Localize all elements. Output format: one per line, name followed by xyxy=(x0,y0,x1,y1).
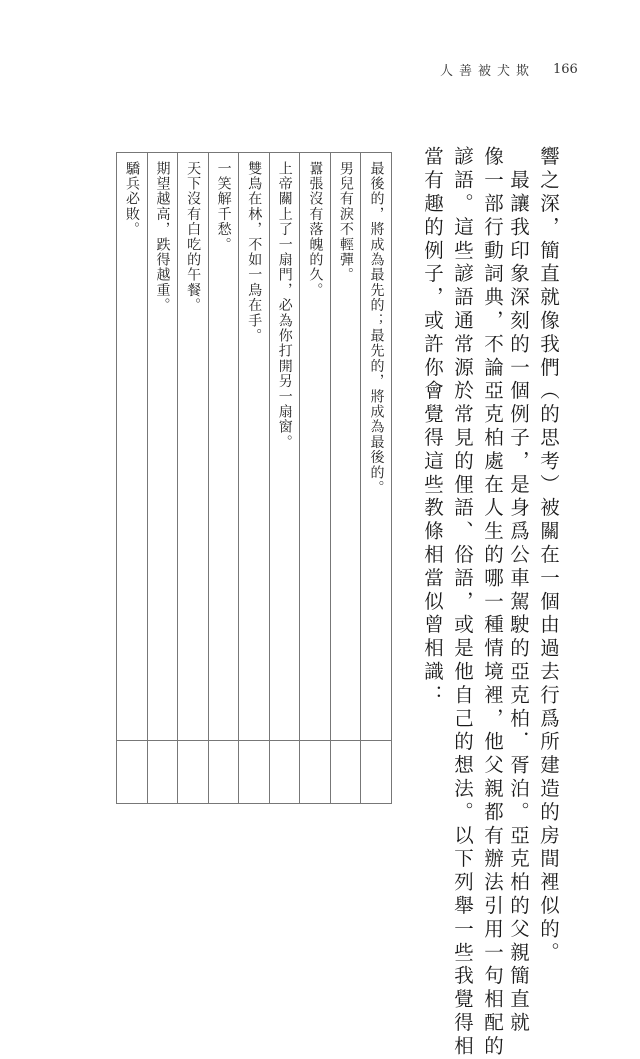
divider xyxy=(148,740,178,741)
proverb-text: 男兒有淚不輕彈。 xyxy=(337,161,354,283)
page-number: 166 xyxy=(553,62,578,77)
table-row xyxy=(238,153,269,803)
page-header xyxy=(440,60,578,79)
body-column-4: 諺語。這些諺語通常源於常見的俚語、俗語，或是他自己的想法。以下列舉一些我覺得相 xyxy=(451,146,474,1059)
body-column-5: 當有趣的例子，或許你會覺得這些教條相當似曾相識： xyxy=(421,146,444,708)
proverb-text: 最後的，將成為最先的；最先的，將成為最後的。 xyxy=(368,161,385,496)
proverb-text: 一笑解千愁。 xyxy=(215,161,232,253)
divider xyxy=(117,740,147,741)
proverb-text: 天下沒有白吃的午餐。 xyxy=(185,161,202,313)
table-row xyxy=(147,153,178,803)
proverb-text: 驕兵必敗。 xyxy=(123,161,140,237)
table-row xyxy=(299,153,330,803)
table-row xyxy=(269,153,300,803)
table-row xyxy=(330,153,361,803)
divider xyxy=(178,740,208,741)
divider xyxy=(300,740,330,741)
divider xyxy=(331,740,361,741)
divider xyxy=(209,740,239,741)
divider xyxy=(270,740,300,741)
proverb-text: 上帝關上了一扇門，必為你打開另一扇窗。 xyxy=(276,161,293,450)
proverb-text: 雙鳥在林，不如一鳥在手。 xyxy=(246,161,263,344)
table-row xyxy=(177,153,208,803)
proverb-table xyxy=(116,152,392,804)
body-column-3: 像一部行動詞典，不論亞克柏處在人生的哪一種情境裡，他父親都有辦法引用一句相配的 xyxy=(481,146,504,1059)
table-row xyxy=(360,153,391,803)
divider xyxy=(361,740,391,741)
proverb-text: 囂張沒有落魄的久。 xyxy=(307,161,324,298)
table-row xyxy=(117,153,147,803)
body-column-2: 最讓我印象深刻的一個例子，是身爲公車駕駛的亞克柏．胥泊。亞克柏的父親簡直就 xyxy=(507,146,530,1036)
proverb-text: 期望越高，跌得越重。 xyxy=(154,161,171,313)
running-title: 人善被犬欺 xyxy=(440,64,536,79)
table-row xyxy=(208,153,239,803)
divider xyxy=(239,740,269,741)
body-column-1: 響之深，簡直就像我們（的思考）被關在一個由過去行爲所建造的房間裡似的。 xyxy=(537,146,560,965)
